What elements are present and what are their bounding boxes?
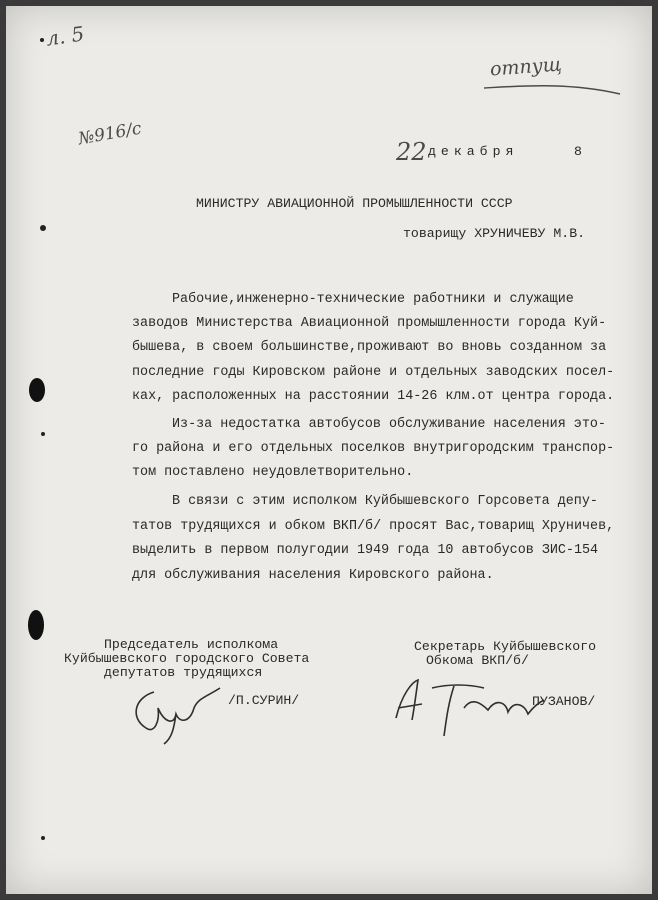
speck <box>40 38 44 42</box>
signatory-left-title: Председатель исполкома <box>104 637 279 652</box>
handwritten-sent-mark: отпущ <box>489 53 563 81</box>
handwritten-folio: л. 5 <box>44 21 86 51</box>
speck <box>41 836 45 840</box>
body-line: Рабочие,инженерно-технические работники и служащие <box>172 292 574 307</box>
punch-hole-lower <box>28 610 44 640</box>
body-line: выделить в первом полугодии 1949 года 10 автобусов ЗИС-154 <box>132 543 599 558</box>
body-line: Из-за недостатка автобусов обслуживание населения это- <box>172 417 606 432</box>
body-line: В связи с этим исполком Куйбышевского Горсовета депу- <box>172 494 598 509</box>
signature-right <box>388 674 548 744</box>
body-line: татов трудящихся и обком ВКП/б/ просят Вас,товарищ Хруничев, <box>132 519 615 534</box>
body-line: бышева, в своем большинстве,проживают во вновь созданном за <box>132 340 607 355</box>
body-line: для обслуживания населения Кировского района. <box>132 568 494 583</box>
document-page <box>6 6 652 894</box>
handwritten-reference: №916/с <box>76 118 144 150</box>
body-line: заводов Министерства Авиационной промышленности города Куй- <box>132 316 607 331</box>
signatory-left-title: депутатов трудящихся <box>104 665 263 680</box>
date-month: декабря <box>428 144 519 159</box>
sent-mark-underline <box>480 76 630 106</box>
signatory-right-name: ПУЗАНОВ/ <box>532 694 596 709</box>
signatory-left-title: Куйбышевского городского Совета <box>64 651 310 666</box>
date-year: 8 <box>574 144 582 159</box>
signature-left <box>124 678 234 748</box>
punch-hole-upper <box>29 378 45 402</box>
speck <box>41 432 45 436</box>
addressee-name: товарищу ХРУНИЧЕВУ М.В. <box>403 226 586 241</box>
body-line: том поставлено неудовлетворительно. <box>132 465 414 480</box>
date-day: 22 <box>396 138 427 166</box>
addressee-ministry: МИНИСТРУ АВИАЦИОННОЙ ПРОМЫШЛЕННОСТИ СССР <box>196 196 513 211</box>
speck <box>40 225 46 231</box>
body-line: го района и его отдельных поселков внутригородским транспор- <box>132 441 615 456</box>
body-line: ках, расположенных на расстоянии 14-26 клм.от центра города. <box>132 389 615 404</box>
body-line: последние годы Кировском районе и отдельных заводских посел- <box>132 365 615 380</box>
signatory-left-name: /П.СУРИН/ <box>228 693 300 708</box>
signatory-right-title: Секретарь Куйбышевского <box>414 639 597 654</box>
signatory-right-title: Обкома ВКП/б/ <box>426 653 529 668</box>
